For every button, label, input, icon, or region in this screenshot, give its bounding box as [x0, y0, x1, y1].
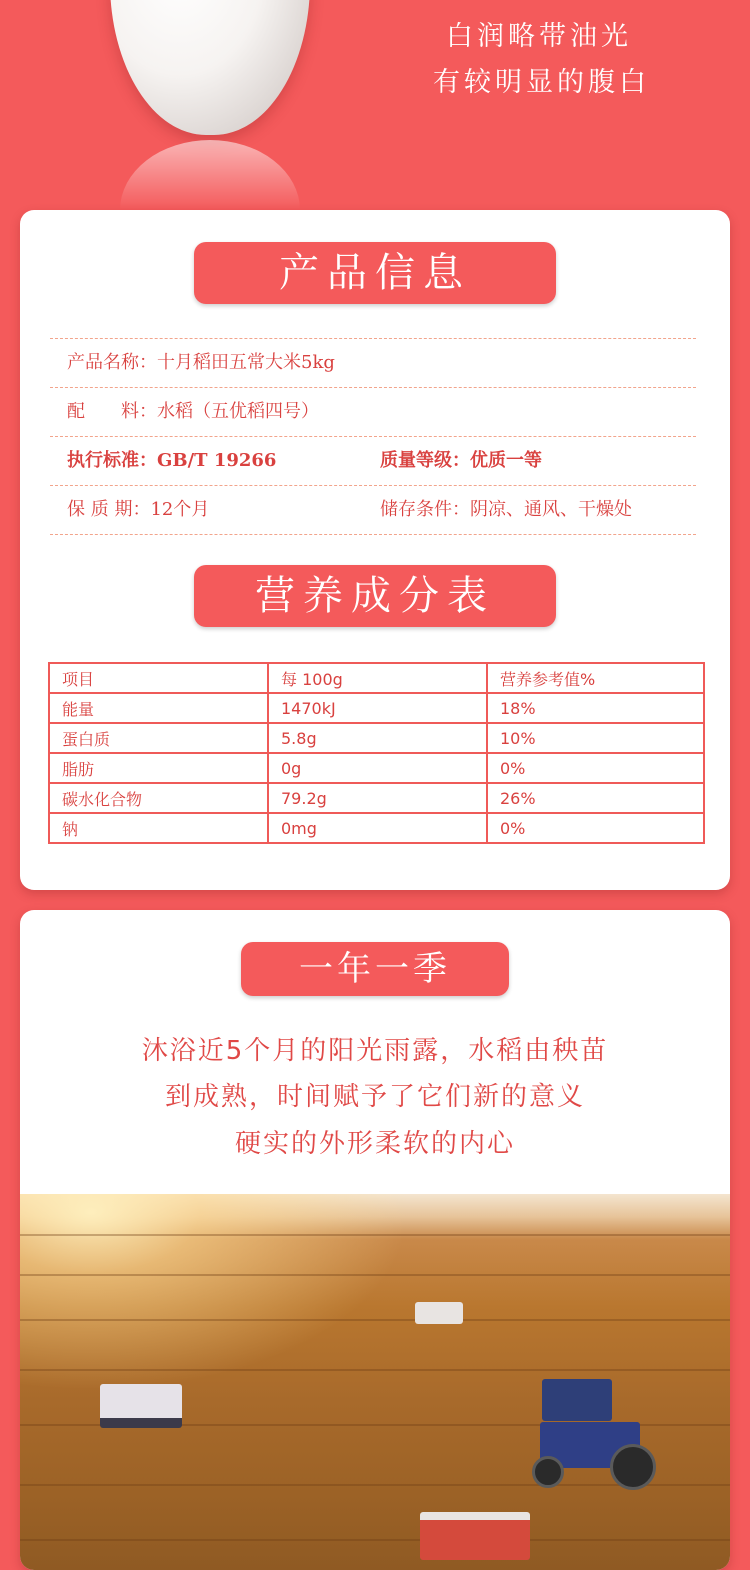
table-cell: 0mg — [268, 813, 487, 843]
info-value: GB/T 19266 — [157, 450, 277, 471]
trailer-image — [542, 1379, 612, 1421]
harvester-image — [100, 1384, 182, 1428]
top-banner — [0, 0, 750, 210]
info-label: 产品名称： — [67, 352, 157, 373]
field-furrow — [20, 1234, 730, 1236]
table-row — [49, 783, 704, 813]
season-text-line-2: 到成熟，时间赋予了它们新的意义 — [164, 1082, 585, 1112]
table-cell: 能量 — [49, 693, 268, 723]
table-cell: 0g — [268, 753, 487, 783]
table-cell: 0% — [487, 753, 704, 783]
field-furrow — [20, 1369, 730, 1371]
table-cell: 79.2g — [268, 783, 487, 813]
info-label: 配 料： — [67, 401, 157, 422]
table-header-cell: 项目 — [49, 663, 268, 693]
table-row — [49, 693, 704, 723]
table-row — [49, 723, 704, 753]
info-row-shelf-life — [50, 486, 696, 535]
product-info-list — [50, 338, 696, 535]
table-row — [49, 813, 704, 843]
table-cell: 10% — [487, 723, 704, 753]
info-row-ingredients — [50, 388, 696, 437]
info-storage — [380, 486, 632, 534]
table-header-cell: 每 100g — [268, 663, 487, 693]
season-text-line-3: 硬实的外形柔软的内心 — [234, 1129, 515, 1159]
info-value: 12个月 — [150, 499, 210, 520]
rice-grain-image — [110, 0, 310, 135]
info-value: 水稻（五优稻四号） — [157, 401, 319, 422]
info-label: 执行标准： — [67, 450, 157, 471]
field-furrow — [20, 1319, 730, 1321]
banner-line-1: 白润略带油光 — [446, 21, 632, 52]
info-row-name — [50, 339, 696, 388]
table-cell: 26% — [487, 783, 704, 813]
field-furrow — [20, 1539, 730, 1541]
table-cell: 1470kJ — [268, 693, 487, 723]
product-info-title: 产品信息 — [194, 242, 556, 304]
tractor-wheel — [610, 1444, 656, 1490]
info-value: 阴凉、通风、干燥处 — [470, 499, 632, 520]
season-title: 一年一季 — [241, 942, 509, 996]
harvester-image — [415, 1302, 463, 1324]
table-header-row — [49, 663, 704, 693]
product-info-card — [20, 210, 730, 890]
table-cell: 5.8g — [268, 723, 487, 753]
rice-grain-reflection — [120, 140, 300, 210]
info-label: 质量等级： — [380, 450, 470, 471]
info-value: 优质一等 — [470, 450, 542, 471]
nutrition-title: 营养成分表 — [194, 565, 556, 627]
tractor-wheel — [532, 1456, 564, 1488]
info-label: 储存条件： — [380, 499, 470, 520]
info-label: 保 质 期： — [67, 499, 151, 520]
season-text-line-1: 沐浴近5个月的阳光雨露，水稻由秧苗 — [141, 1036, 609, 1066]
info-value: 十月稻田五常大米5kg — [157, 352, 335, 373]
info-grade — [380, 437, 542, 485]
table-cell: 脂肪 — [49, 753, 268, 783]
table-cell: 钠 — [49, 813, 268, 843]
harvester-image — [420, 1512, 530, 1560]
table-cell: 0% — [487, 813, 704, 843]
table-row — [49, 753, 704, 783]
table-cell: 18% — [487, 693, 704, 723]
rice-field-photo — [20, 1194, 730, 1570]
banner-line-2: 有较明显的腹白 — [433, 67, 650, 98]
season-card — [20, 910, 730, 1570]
info-row-standard — [50, 437, 696, 486]
table-cell: 碳水化合物 — [49, 783, 268, 813]
table-cell: 蛋白质 — [49, 723, 268, 753]
field-furrow — [20, 1274, 730, 1276]
table-header-cell: 营养参考值% — [487, 663, 704, 693]
nutrition-table — [48, 662, 705, 844]
